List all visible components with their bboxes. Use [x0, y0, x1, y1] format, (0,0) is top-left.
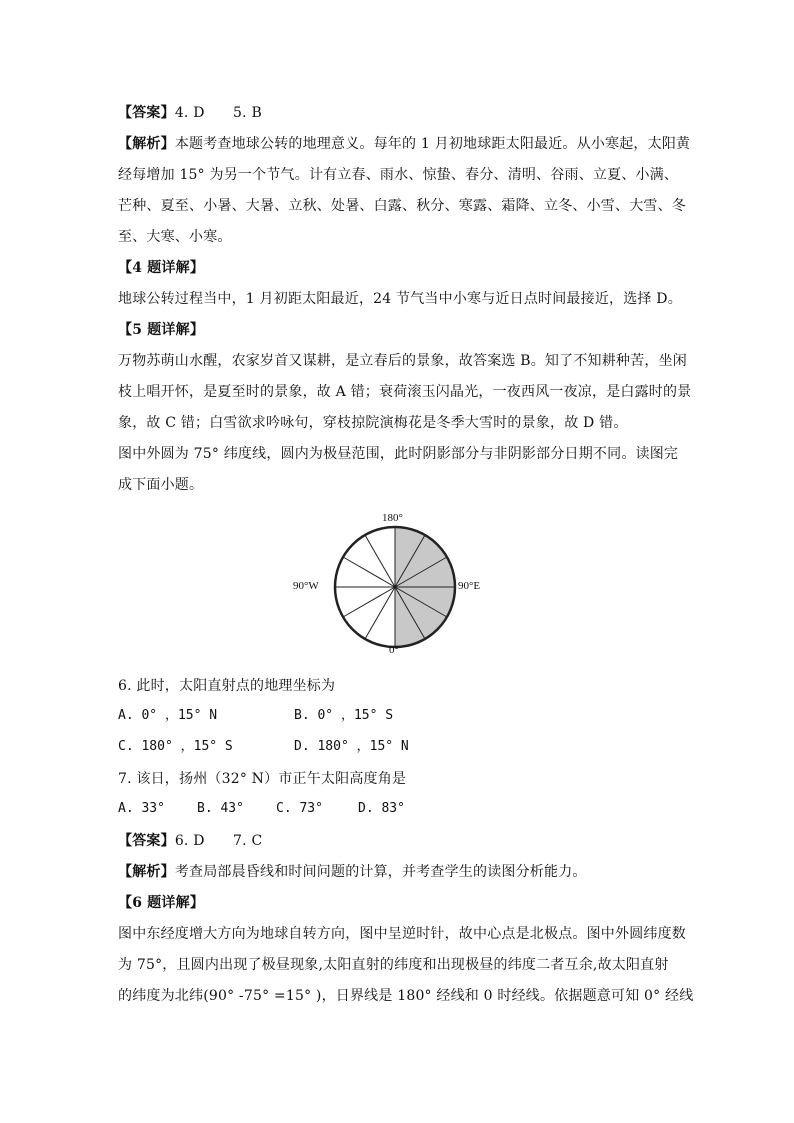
detail-6-line-1: 图中东经度增大方向为地球自转方向，图中呈逆时针，故中心点是北极点。图中外圆纬度数 — [118, 926, 686, 942]
analysis-text: 本题考查地球公转的地理意义。每年的 1 月初地球距太阳最近。从小寒起，太阳黄 — [174, 136, 691, 152]
analysis-tag: 【解析】 — [118, 136, 175, 152]
detail-6-line-3: 的纬度为北纬(90° -75° =15° )，日界线是 180° 经线和 0 时经线。依据题意可知 0° 经线 — [118, 988, 694, 1004]
question-6-option-a: A. 0° ，15° N — [118, 708, 218, 723]
analysis-line-2: 经每增加 15° 为另一个节气。计有立春、雨水、惊蛰、春分、清明、谷雨、立夏、小满、 — [118, 167, 679, 183]
label-180: 180° — [382, 512, 403, 524]
question-6-option-d: D. 180° ，15° N — [294, 739, 409, 754]
question-6-option-b: B. 0° ，15° S — [294, 708, 394, 723]
question-7-option-c: C. 73° — [276, 801, 323, 816]
answer-tag: 【答案】 — [118, 105, 175, 121]
analysis-line-5 — [118, 862, 587, 882]
label-90e: 90°E — [458, 580, 481, 592]
analysis-line-3: 芒种、夏至、小暑、大暑、立秋、处暑、白露、秋分、寒露、霜降、立冬、小雪、大雪、冬 — [118, 198, 686, 214]
meridian-line — [365, 587, 395, 639]
question-7-option-a: A. 33° — [118, 801, 165, 816]
label-90w: 90°W — [293, 580, 319, 592]
question-7-option-d: D. 83° — [358, 801, 405, 816]
intro-line-2: 成下面小题。 — [118, 477, 204, 493]
analysis-line-1 — [118, 134, 690, 154]
meridian-line — [343, 557, 395, 587]
answer-line-1 — [118, 103, 262, 123]
analysis-line-4: 至、大寒、小寒。 — [118, 229, 232, 245]
detail-6-heading: 【6 题详解】 — [118, 895, 205, 911]
detail-5-heading: 【5 题详解】 — [118, 322, 205, 338]
meridian-line — [365, 535, 395, 587]
answer-line-2 — [118, 831, 262, 851]
intro-line-1: 图中外圆为 75° 纬度线，圆内为极昼范围，此时阴影部分与非阴影部分日期不同。读图完 — [118, 446, 679, 462]
answer-tag-2: 【答案】 — [118, 833, 175, 849]
analysis-tag-2: 【解析】 — [118, 864, 175, 880]
question-6-stem: 6. 此时，太阳直射点的地理坐标为 — [118, 678, 336, 694]
analysis-text-2: 考查局部晨昏线和时间问题的计算，并考查学生的读图分析能力。 — [174, 864, 587, 880]
meridian-line — [343, 587, 395, 617]
detail-5-line-1: 万物苏萌山水醒，农家岁首又谋耕，是立春后的景象，故答案选 B。知了不知耕种苦，坐闲 — [118, 353, 687, 369]
detail-4-text: 地球公转过程当中，1 月初距太阳最近，24 节气当中小寒与近日点时间最接近，选择 D。 — [118, 291, 682, 307]
label-0: 0° — [389, 644, 399, 656]
question-6-option-c: C. 180° ，15° S — [118, 739, 233, 754]
answer-text: 4. D 5. B — [174, 105, 262, 121]
polar-diagram — [290, 510, 490, 665]
answer-text-2: 6. D 7. C — [174, 833, 263, 849]
detail-5-line-3: 象，故 C 错；白雪欲求吟咏句，穿枝掠院演梅花是冬季大雪时的景象，故 D 错。 — [118, 415, 628, 431]
question-7-option-b: B. 43° — [197, 801, 244, 816]
question-7-stem: 7. 该日，扬州（32° N）市正午太阳高度角是 — [118, 771, 407, 787]
detail-5-line-2: 枝上唱开怀，是夏至时的景象，故 A 错；衰荷滚玉闪晶光，一夜西风一夜凉，是白露时的景 — [118, 384, 692, 400]
detail-6-line-2: 为 75°，且圆内出现了极昼现象,太阳直射的纬度和出现极昼的纬度二者互余,故太阳直射 — [118, 957, 669, 973]
detail-4-heading: 【4 题详解】 — [118, 260, 205, 276]
